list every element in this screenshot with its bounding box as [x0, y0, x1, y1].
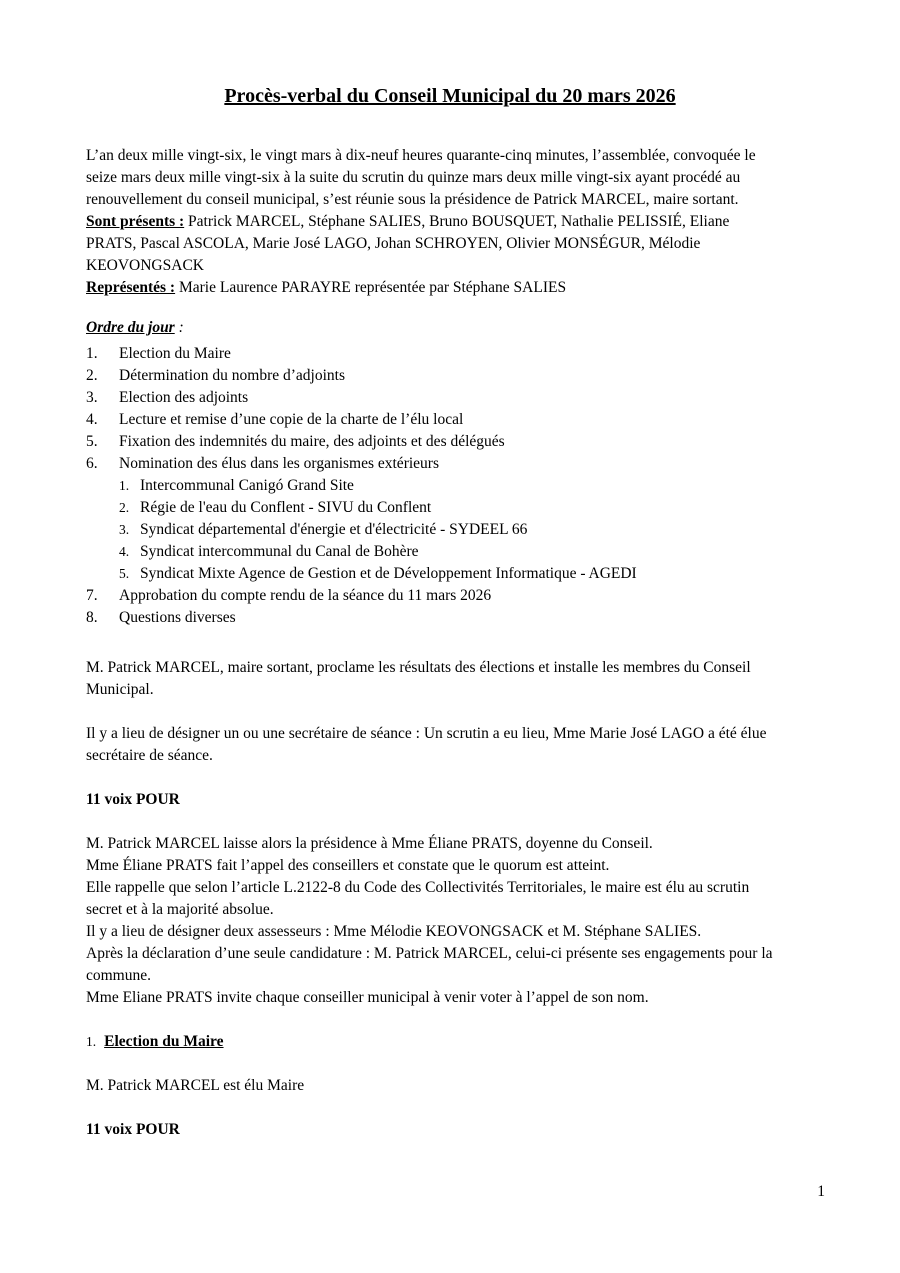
- list-item: 4. Lecture et remise d’une copie de la charte de l’élu local: [86, 411, 464, 428]
- elected-statement: M. Patrick MARCEL est élu Maire: [86, 1077, 305, 1094]
- present-label: Sont présents :: [86, 213, 185, 230]
- presidency-paragraph: M. Patrick MARCEL laisse alors la présidence à Mme Éliane PRATS, doyenne du Conseil. Mme Éliane PRATS fait l’appel des conseillers et constate que le quorum est atteint. Elle rappelle que selon l’article L.2122-8 du Code des Collectivités Territoriales, le maire est élu au scrutin secret et à la majorité absolue. Il y a lieu de désigner deux assesseurs : Mme Mélodie KEOVONGSACK et M. Stéphane SALIES. Après la déclaration d’une seule candidature : M. Patrick MARCEL, celui-ci présente ses engagements pour la commune. Mme Eliane PRATS invite chaque conseiller municipal à venir voter à l’appel de son nom.: [86, 835, 773, 1006]
- list-item: 2. Détermination du nombre d’adjoints: [86, 367, 345, 384]
- intro-line: seize mars deux mille vingt-six à la suite du scrutin du quinze mars deux mille vingt-six ayant procédé au: [86, 169, 741, 186]
- list-item: 8. Questions diverses: [86, 609, 236, 626]
- secretary-paragraph: Il y a lieu de désigner un ou une secrétaire de séance : Un scrutin a eu lieu, Mme Marie José LAGO a été élue secrétaire de séance.: [86, 725, 767, 764]
- sub-list-item: 5. Syndicat Mixte Agence de Gestion et de Développement Informatique - AGEDI: [119, 565, 637, 582]
- vote-result: 11 voix POUR: [86, 791, 180, 808]
- section-heading: 1. Election du Maire: [86, 1033, 224, 1050]
- sub-list-item: 3. Syndicat départemental d'énergie et d'électricité - SYDEEL 66: [119, 521, 528, 538]
- present-line: [86, 211, 831, 233]
- represented-label: Représentés :: [86, 279, 176, 296]
- agenda-label: Ordre du jour: [86, 319, 175, 336]
- list-item: 7. Approbation du compte rendu de la séance du 11 mars 2026: [86, 587, 492, 604]
- present-line: KEOVONGSACK: [86, 257, 204, 274]
- agenda-suffix: :: [174, 319, 184, 336]
- proclamation-paragraph: M. Patrick MARCEL, maire sortant, proclame les résultats des élections et installe les membres du Conseil Municipal.: [86, 659, 751, 698]
- intro-line: renouvellement du conseil municipal, s’est réunie sous la présidence de Patrick MARCEL, maire sortant.: [86, 191, 739, 208]
- page-number: 1: [817, 1183, 825, 1200]
- agenda-heading: [86, 317, 831, 339]
- vote-result: 11 voix POUR: [86, 1121, 180, 1138]
- agenda-list: [86, 343, 831, 629]
- represented-line: [86, 277, 831, 299]
- list-item: 1. Election du Maire: [86, 345, 231, 362]
- sub-list-item: 4. Syndicat intercommunal du Canal de Bohère: [119, 543, 419, 560]
- section-title: Election du Maire: [104, 1033, 224, 1050]
- present-line: PRATS, Pascal ASCOLA, Marie José LAGO, Johan SCHROYEN, Olivier MONSÉGUR, Mélodie: [86, 235, 701, 252]
- list-item: 3. Election des adjoints: [86, 389, 249, 406]
- list-item: 5. Fixation des indemnités du maire, des adjoints et des délégués: [86, 433, 505, 450]
- intro-paragraph: [86, 145, 831, 299]
- sub-list-item: 1. Intercommunal Canigó Grand Site: [119, 477, 354, 494]
- sub-list-item: 2. Régie de l'eau du Conflent - SIVU du Conflent: [119, 499, 432, 516]
- list-item: 6. Nomination des élus dans les organismes extérieurs: [86, 455, 439, 472]
- page-title: Procès-verbal du Conseil Municipal du 20 mars 2026: [224, 85, 676, 107]
- intro-line: L’an deux mille vingt-six, le vingt mars à dix-neuf heures quarante-cinq minutes, l’assemblée, convoquée le: [86, 147, 756, 164]
- represented-text: Marie Laurence PARAYRE représentée par Stéphane SALIES: [175, 279, 567, 296]
- present-names: Patrick MARCEL, Stéphane SALIES, Bruno BOUSQUET, Nathalie PELISSIÉ, Eliane: [184, 213, 730, 230]
